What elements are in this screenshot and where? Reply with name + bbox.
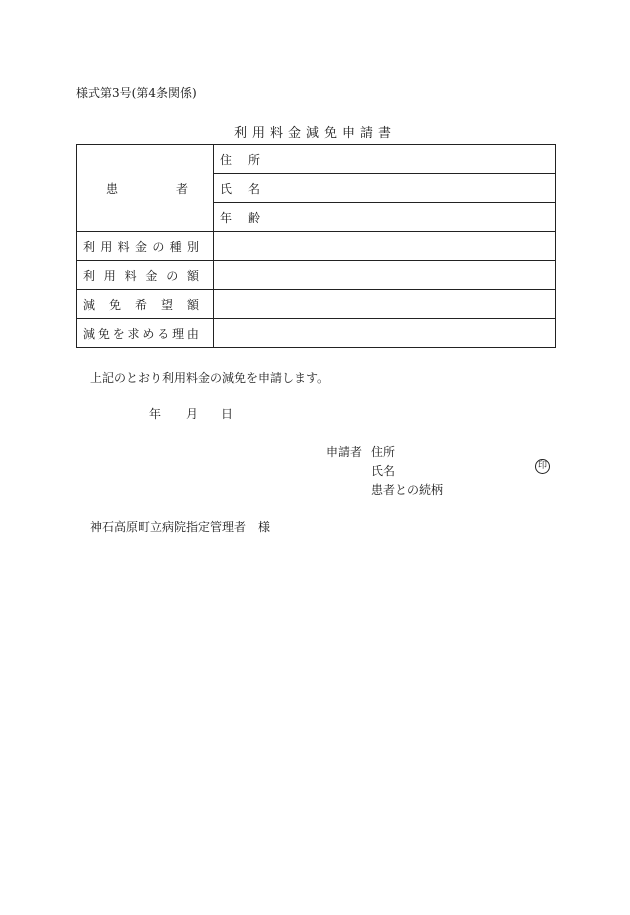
table-row <box>77 145 556 174</box>
field-label-char: 齢 <box>247 210 260 225</box>
date-day-label: 日 <box>221 407 234 421</box>
declaration-text: 上記のとおり利用料金の減免を申請します。 <box>90 371 330 385</box>
label-char: め <box>142 326 155 341</box>
date-month-label: 月 <box>186 407 199 421</box>
label-char: 金 <box>134 239 147 254</box>
patient-address-field[interactable] <box>214 145 556 174</box>
label-char: る <box>157 326 170 341</box>
fee-amount-label <box>77 261 214 290</box>
table-row <box>77 261 556 290</box>
fee-type-label <box>77 232 214 261</box>
patient-age-field[interactable] <box>214 203 556 232</box>
label-char: 料 <box>117 239 130 254</box>
patient-label-char: 者 <box>175 181 188 196</box>
field-label-char: 所 <box>247 152 260 167</box>
label-char: 免 <box>108 297 121 312</box>
applicant-relation-label: 患者との続柄 <box>371 483 444 497</box>
label-char: 望 <box>160 297 173 312</box>
label-char: 希 <box>134 297 147 312</box>
application-table <box>76 144 556 348</box>
label-char: 利 <box>83 239 96 254</box>
label-char: 求 <box>127 326 140 341</box>
date-year-label: 年 <box>149 407 162 421</box>
form-title: 利用料金減免申請書 <box>233 126 396 141</box>
field-label-char: 氏 <box>220 181 233 196</box>
addressee: 神石高原町立病院指定管理者 様 <box>90 520 271 534</box>
form-number: 様式第3号(第4条関係) <box>76 86 197 100</box>
label-char: を <box>112 326 125 341</box>
patient-label-char: 患 <box>106 181 119 196</box>
field-label-char: 名 <box>247 181 260 196</box>
requested-reduction-label <box>77 290 214 319</box>
label-char: 免 <box>97 326 110 341</box>
field-label-char: 年 <box>220 210 233 225</box>
label-char: 利 <box>83 268 96 283</box>
fee-amount-field[interactable] <box>214 261 556 290</box>
label-char: 由 <box>186 326 199 341</box>
fee-type-field[interactable] <box>214 232 556 261</box>
patient-label-cell <box>77 145 214 232</box>
requested-reduction-field[interactable] <box>214 290 556 319</box>
seal-mark-icon: 印 <box>535 459 550 474</box>
table-row <box>77 232 556 261</box>
label-char: 理 <box>172 326 185 341</box>
label-char: 減 <box>83 297 96 312</box>
label-char: 用 <box>100 239 113 254</box>
label-char: 料 <box>124 268 137 283</box>
label-char: 額 <box>186 268 199 283</box>
applicant-label: 申請者 <box>326 445 363 459</box>
reduction-reason-label <box>77 319 214 348</box>
label-char: の <box>152 239 165 254</box>
label-char: の <box>166 268 179 283</box>
table-row <box>77 319 556 348</box>
applicant-name-label: 氏名 <box>371 464 396 478</box>
table-row <box>77 290 556 319</box>
label-char: 額 <box>186 297 199 312</box>
label-char: 用 <box>103 268 116 283</box>
reduction-reason-field[interactable] <box>214 319 556 348</box>
label-char: 別 <box>186 239 199 254</box>
label-char: 種 <box>169 239 182 254</box>
label-char: 減 <box>83 326 96 341</box>
patient-name-field[interactable] <box>214 174 556 203</box>
field-label-char: 住 <box>220 152 233 167</box>
applicant-address-label: 住所 <box>371 445 396 459</box>
label-char: 金 <box>145 268 158 283</box>
